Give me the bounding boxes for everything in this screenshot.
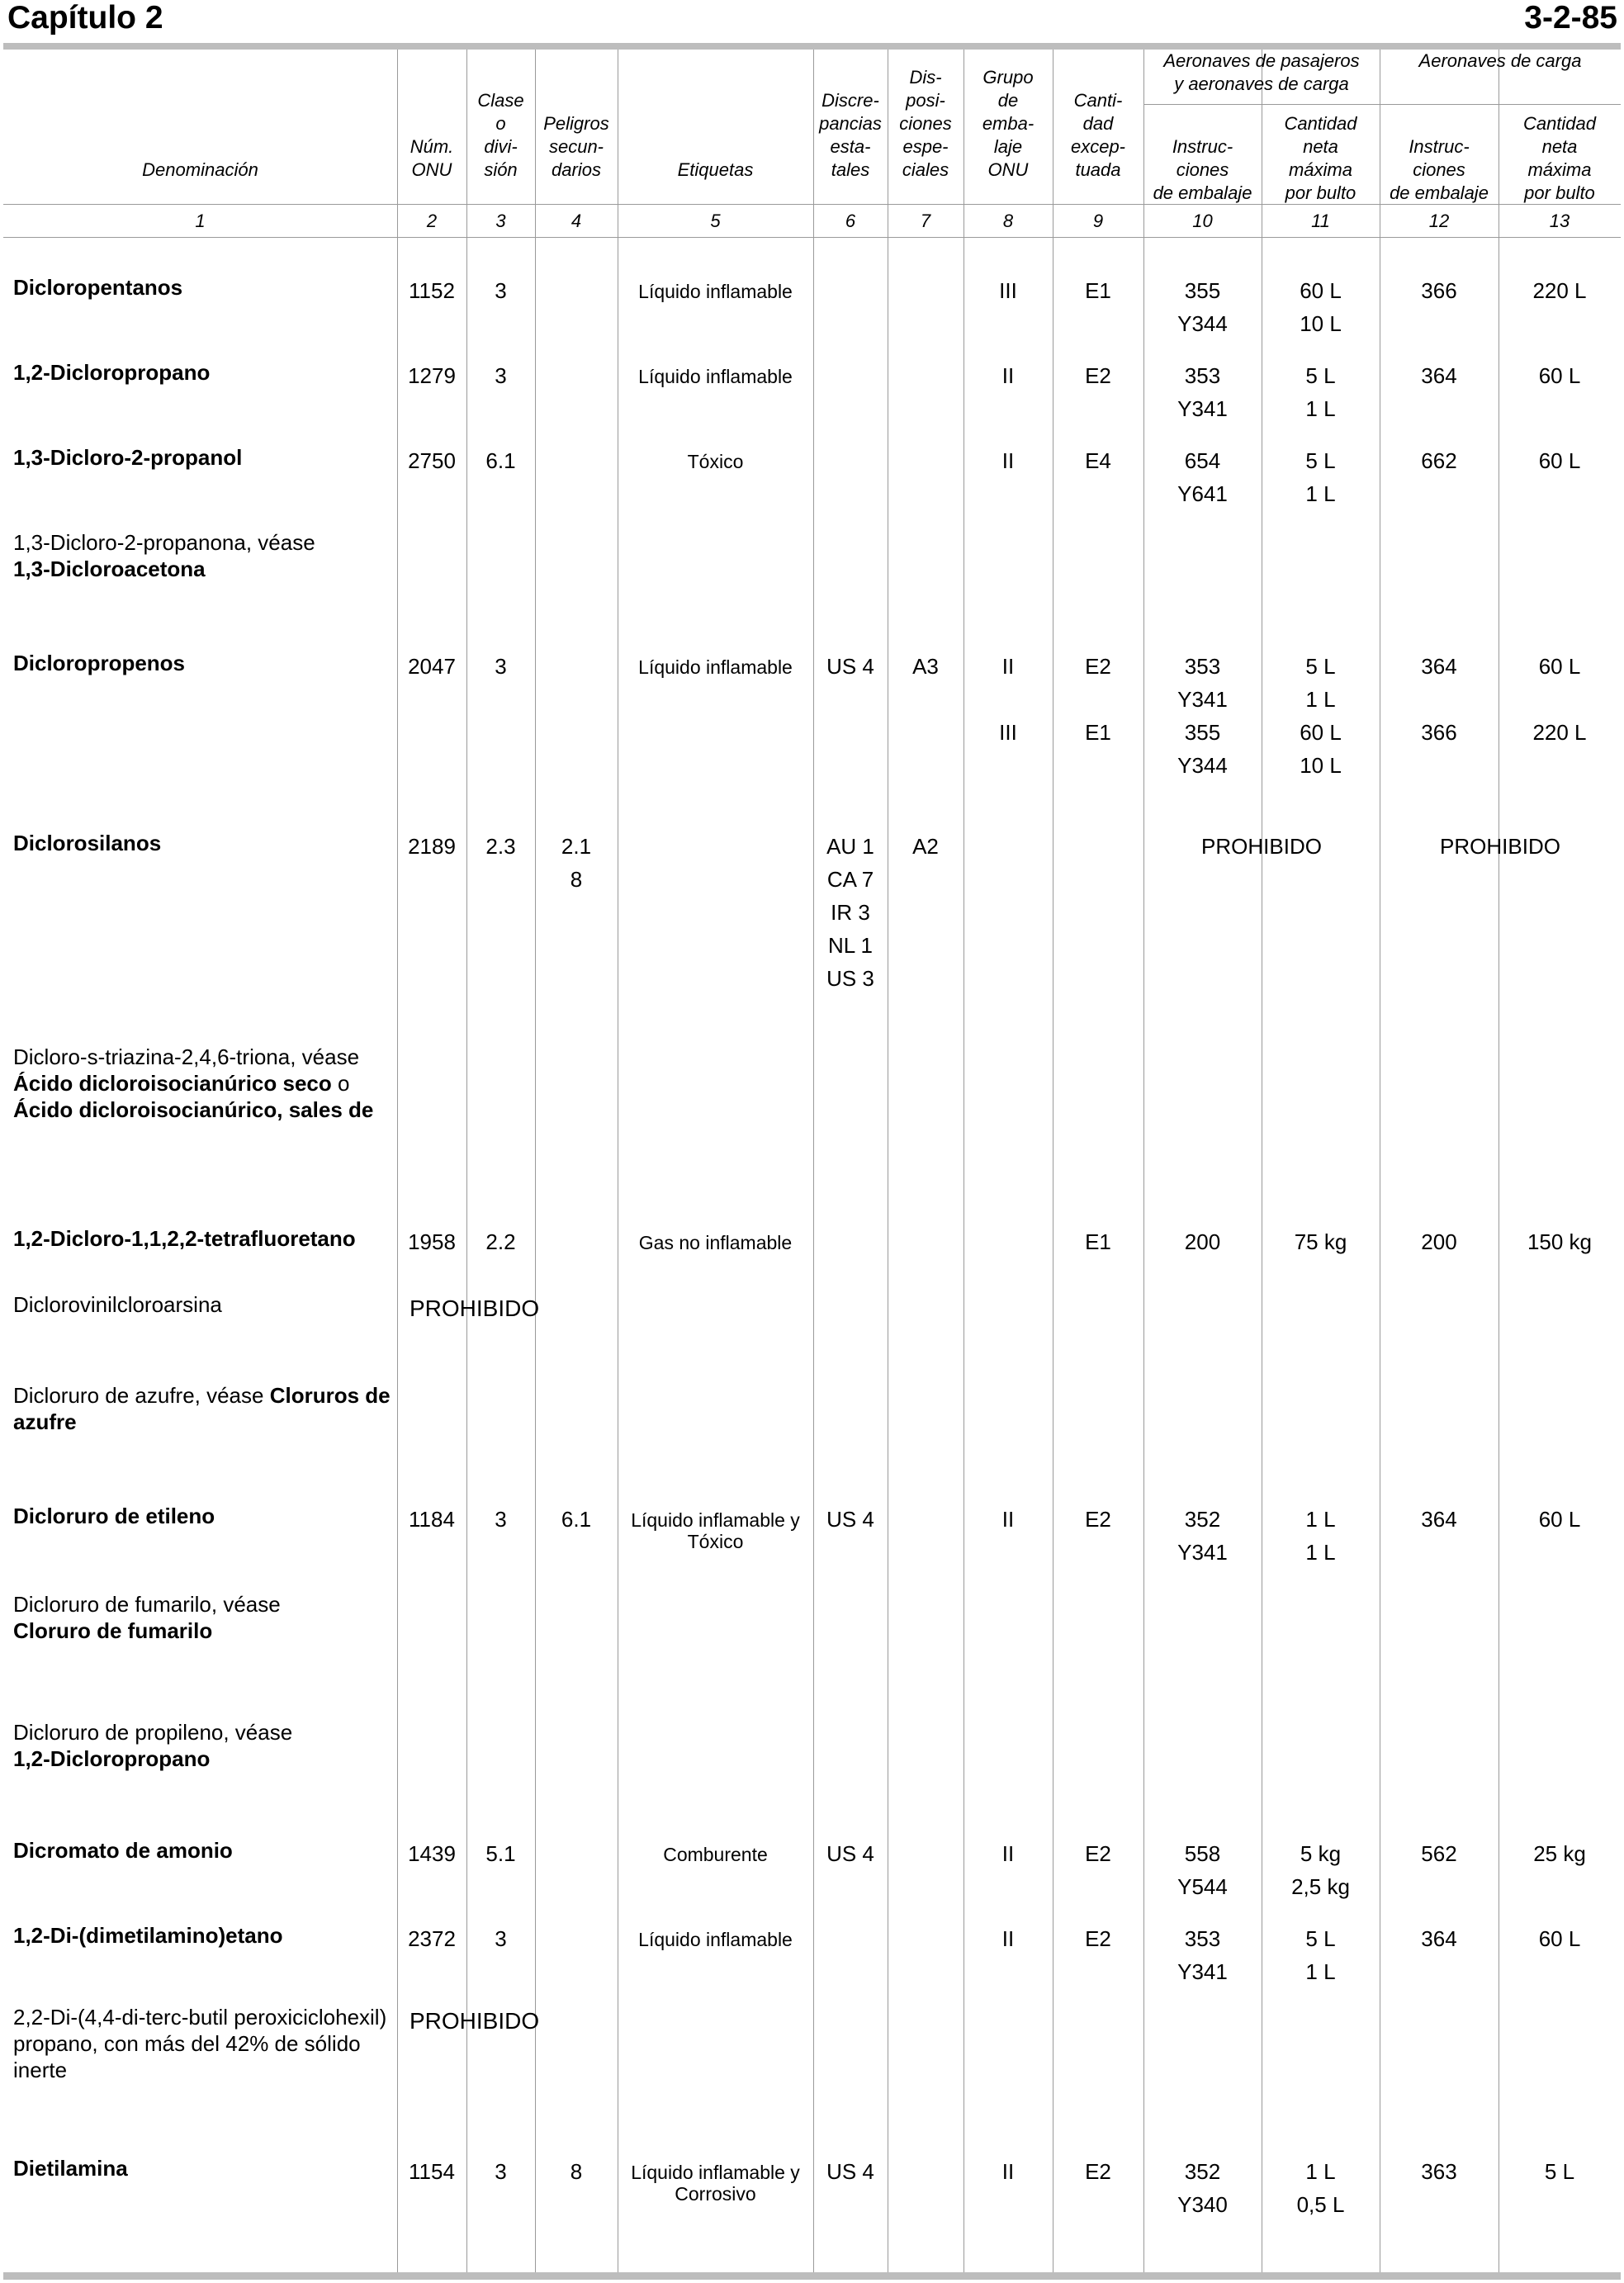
packing-instruction-passenger: 353 Y341 [1177,1926,1228,1984]
excepted-quantity: E4 [1085,448,1111,473]
un-number: 2047 [408,654,456,679]
label-text: Líquido inflamable [638,656,793,678]
excepted-quantity: E2 [1085,1507,1111,1532]
packing-group: II [1001,363,1015,388]
name-reference: 1,3-Dicloroacetona [13,557,206,581]
packing-instruction-cargo: 364 366 [1421,654,1457,745]
label-text: Comburente [663,1844,768,1865]
table-row-name: Diclorosilanos [13,831,162,855]
header-group-passenger: Aeronaves de pasajeros y aeronaves de carga [1163,50,1360,94]
table-row-name: 1,2-Dicloro-1,1,2,2-tetrafluoretano [13,1226,356,1251]
packing-instruction-passenger: 558 Y544 [1177,1841,1228,1899]
column-number: 8 [1002,211,1014,231]
table-row-name: Diclorovinilcloroarsina [13,1292,222,1317]
packing-group: III [999,278,1017,303]
header-qty-cargo: Cantidad neta máxima por bulto [1522,113,1597,203]
class-division: 2.2 [485,1229,516,1254]
label-text: Líquido inflamable [638,366,793,387]
packing-instruction-cargo: 364 [1421,1507,1457,1532]
packing-group: II [1001,2159,1015,2184]
un-number: 1184 [409,1507,455,1532]
state-variations: US 4 [826,1841,874,1866]
un-number: 1958 [408,1229,456,1254]
top-rule [3,43,1621,50]
forbidden-cargo: PROHIBIDO [1440,834,1560,859]
name-connector: o [331,1071,350,1096]
net-quantity-passenger: 5 L 1 L 60 L 10 L [1300,654,1342,778]
net-quantity-cargo: 220 L [1532,278,1587,303]
net-quantity-passenger: 1 L 0,5 L [1296,2159,1345,2217]
table-row-name [13,529,393,582]
table-row-name: 1,2-Di-(dimetilamino)etano [13,1923,283,1948]
packing-instruction-passenger: 352 Y340 [1177,2159,1228,2217]
class-division: 2.3 [485,834,516,859]
header-clase: Clase o divi- sión [477,90,524,180]
packing-group: II [1001,1841,1015,1866]
net-quantity-cargo: 60 L [1538,1507,1581,1532]
column-number: 10 [1192,211,1213,231]
column-number: 7 [920,211,931,231]
packing-instruction-passenger: 352 Y341 [1177,1507,1228,1565]
header-qty-passenger: Cantidad neta máxima por bulto [1284,113,1357,203]
chapter-title: Capítulo 2 [7,0,163,36]
net-quantity-passenger: 1 L 1 L [1305,1507,1336,1565]
net-quantity-passenger: 5 L 1 L [1305,363,1336,421]
name-reference: Ácido dicloroisocianúrico seco [13,1071,332,1096]
excepted-quantity: E2 [1085,1926,1111,1951]
column-number: 1 [195,211,206,231]
state-variations: AU 1 CA 7 IR 3 NL 1 US 3 [826,834,874,991]
name-plain: Dicloruro de propileno, véase [13,1720,293,1745]
table-row-name: Dietilamina [13,2156,128,2181]
packing-instruction-cargo: 363 [1421,2159,1457,2184]
table-row-name [13,1591,393,1644]
column-divider [535,50,536,2272]
header-discrepancias: Discre- pancias esta- tales [819,90,882,180]
label-text: Tóxico [687,451,744,472]
column-number-divider [3,237,1621,238]
net-quantity-cargo: 60 L [1538,1926,1581,1951]
class-division: 3 [495,363,507,388]
net-quantity-passenger: 5 L 1 L [1305,1926,1336,1984]
name-plain: Dicloruro de fumarilo, véase [13,1592,281,1617]
table-row-name [13,1382,393,1435]
net-quantity-passenger: 60 L 10 L [1300,278,1342,336]
forbidden-text: PROHIBIDO [410,1295,540,1321]
excepted-quantity: E2 E1 [1085,654,1111,745]
class-division: 3 [495,278,507,303]
table-row-name [13,1044,393,1123]
packing-instruction-passenger: 654 Y641 [1177,448,1228,506]
net-quantity-cargo: 25 kg [1533,1841,1586,1866]
column-number: 13 [1549,211,1570,231]
net-quantity-cargo: 5 L [1544,2159,1575,2184]
header-cantidad-exceptuada: Canti- dad excep- tuada [1070,90,1126,180]
state-variations: US 4 [826,1507,874,1532]
column-number: 9 [1092,211,1104,231]
header-peligros: Peligros secun- darios [543,113,609,180]
class-division: 3 [495,1507,507,1532]
subsidiary-hazard: 2.1 8 [561,834,592,892]
special-provisions: A2 [912,834,939,859]
header-grupo: Grupo de emba- laje ONU [982,67,1035,180]
header-etiquetas: Etiquetas [677,159,754,180]
table-row-name: Dicloruro de etileno [13,1504,215,1528]
column-number: 4 [571,211,582,231]
packing-instruction-cargo: 200 [1421,1229,1457,1254]
net-quantity-cargo: 60 L 220 L [1532,654,1587,745]
packing-instruction-cargo: 662 [1421,448,1457,473]
un-number: 2189 [408,834,456,859]
label-text: Líquido inflamable [638,1929,793,1950]
table-row-name: Dicromato de amonio [13,1838,233,1863]
name-reference: Cloruro de fumarilo [13,1618,213,1643]
class-division: 3 [495,1926,507,1951]
class-division: 6.1 [485,448,516,473]
column-divider [813,50,814,2272]
class-division: 3 [495,654,507,679]
column-number: 5 [710,211,721,231]
bottom-rule [3,2272,1621,2280]
un-number: 1279 [408,363,456,388]
excepted-quantity: E2 [1085,363,1111,388]
net-quantity-passenger: 75 kg [1294,1229,1347,1254]
label-text: Gas no inflamable [638,1232,793,1253]
name-plain: Dicloro-s-triazina-2,4,6-triona, véase [13,1044,360,1069]
header-group-cargo: Aeronaves de carga [1418,50,1582,71]
net-quantity-cargo: 60 L [1538,363,1581,388]
subsidiary-hazard: 6.1 [561,1507,592,1532]
name-reference: Cloruros de azufre [13,1383,391,1434]
header-group-divider [1143,104,1621,105]
label-text: Líquido inflamable y Corrosivo [631,2162,800,2205]
header-pi-passenger: Instruc- ciones de embalaje [1153,136,1252,203]
name-plain: 1,3-Dicloro-2-propanona, véase [13,530,315,555]
packing-instruction-cargo: 562 [1421,1841,1457,1866]
excepted-quantity: E2 [1085,1841,1111,1866]
column-number: 11 [1311,211,1330,231]
name-reference: 1,2-Dicloropropano [13,1746,211,1771]
table-row-name: 1,3-Dicloro-2-propanol [13,445,243,470]
un-number: 2750 [408,448,456,473]
un-number: 1152 [409,278,455,303]
state-variations: US 4 [826,2159,874,2184]
packing-group: II [1001,1926,1015,1951]
dangerous-goods-table [3,50,1621,2272]
table-row-name [13,1719,393,1772]
excepted-quantity: E1 [1085,278,1111,303]
special-provisions: A3 [912,654,939,679]
forbidden-text: PROHIBIDO [410,2008,540,2034]
table-row-name: Dicloropropenos [13,651,186,675]
forbidden-passenger: PROHIBIDO [1201,834,1322,859]
column-number: 2 [426,211,438,231]
un-number: 1154 [409,2159,455,2184]
packing-instruction-passenger: 355 Y344 [1177,278,1228,336]
packing-instruction-cargo: 364 [1421,363,1457,388]
un-number: 2372 [408,1926,456,1951]
net-quantity-passenger: 5 kg 2,5 kg [1291,1841,1350,1899]
table-row-name: 2,2-Di-(4,4-di-terc-butil peroxiciclohexil) propano, con más del 42% de sólido inerte [13,2005,387,2082]
label-text: Líquido inflamable [638,281,793,302]
header-pi-cargo: Instruc- ciones de embalaje [1390,136,1489,203]
page-number: 3-2-85 [1524,0,1617,36]
table-row-name: Dicloropentanos [13,275,183,300]
packing-group: II III [999,654,1017,745]
class-division: 5.1 [485,1841,516,1866]
net-quantity-cargo: 60 L [1538,448,1581,473]
un-number: 1439 [408,1841,456,1866]
packing-group: II [1001,1507,1015,1532]
name-reference: Ácido dicloroisocianúrico, sales de [13,1097,374,1122]
net-quantity-passenger: 5 L 1 L [1305,448,1336,506]
table-row-name: 1,2-Dicloropropano [13,360,211,385]
packing-instruction-passenger: 353 Y341 [1177,363,1228,421]
column-number: 3 [495,211,506,231]
label-text: Líquido inflamable y Tóxico [631,1509,800,1552]
packing-instruction-passenger: 353 Y341 355 Y344 [1177,654,1228,778]
column-number: 6 [845,211,856,231]
packing-group: II [1001,448,1015,473]
header-denominacion: Denominación [142,159,258,180]
packing-instruction-cargo: 366 [1421,278,1457,303]
header-num-onu: Núm. ONU [410,136,454,180]
excepted-quantity: E2 [1085,2159,1111,2184]
state-variations: US 4 [826,654,874,679]
name-plain: Dicloruro de azufre, véase [13,1383,264,1408]
net-quantity-cargo: 150 kg [1527,1229,1593,1254]
excepted-quantity: E1 [1085,1229,1111,1254]
subsidiary-hazard: 8 [570,2159,583,2184]
packing-instruction-cargo: 364 [1421,1926,1457,1951]
packing-instruction-passenger: 200 [1184,1229,1221,1254]
header-disposiciones: Dis- posi- ciones espe- ciales [899,67,952,180]
class-division: 3 [495,2159,507,2184]
page-header [0,0,1624,45]
column-number: 12 [1428,211,1450,231]
